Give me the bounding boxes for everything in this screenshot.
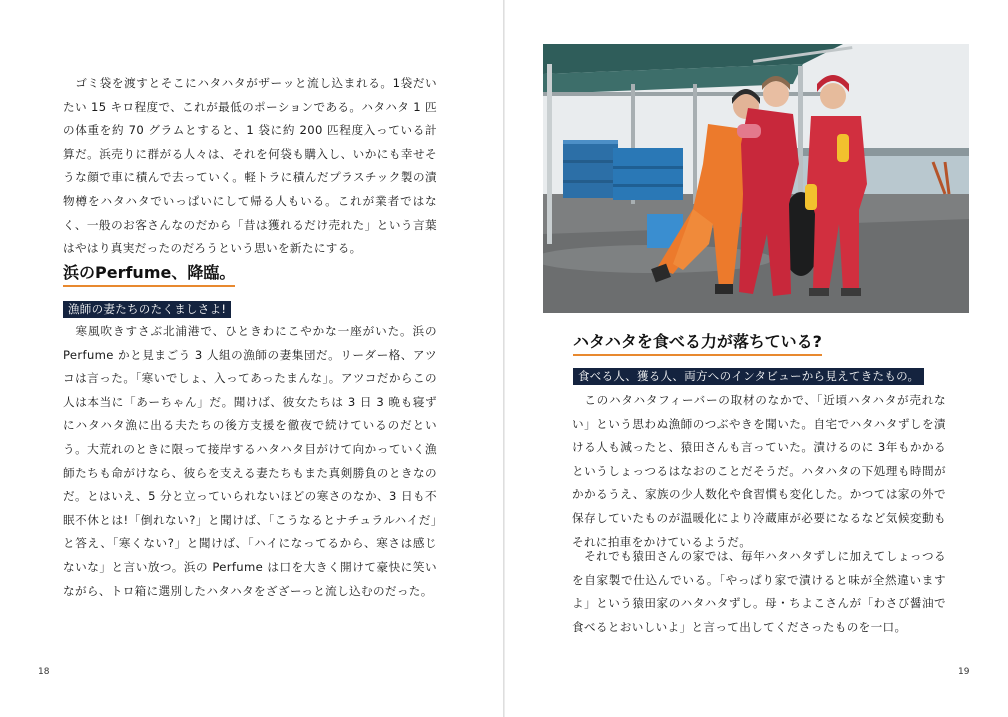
section-subheading: 漁師の妻たちのたくましさよ! bbox=[63, 301, 231, 318]
left-page bbox=[0, 0, 503, 717]
right-paragraph-1: このハタハタフィーバーの取材のなかで、「近頃ハタハタが売れない」という思わぬ漁師のつぶやきを聞いた。自宅でハタハタずしを漬ける人も減ったと、猿田さんも言っていた。漬けるのに 3年もかかるというしょっつるはなおのことだそうだ。ハタハタの下処理も時間がかかるうえ、家族の少人数化や食習慣も変化した。かつては家の外で保存していたものが温暖化により冷蔵庫が必要になるなど気候変動もそれに拍車をかけているようだ。 bbox=[572, 393, 946, 549]
right-paragraph-2: それでも猿田さんの家では、毎年ハタハタずしに加えてしょっつるを自家製で仕込んでいる。「やっぱり家で漬けると味が全然違いますよ」という猿田家のハタハタずし。母・ちよこさんが「わさび醤油で食べるとおいしいよ」と言って出してくださったものを一口。 bbox=[572, 549, 946, 634]
right-section-subheading: 食べる人、獲る人、両方へのインタビューから見えてきたもの。 bbox=[573, 368, 924, 385]
section-paragraph: 寒風吹きすさぶ北浦港で、ひときわにこやかな一座がいた。浜の Perfume かと見まごう 3 人組の漁師の妻集団だ。リーダー格、アツコは言った。「寒いでしょ、入ってあったまんな」。アツコだからこの人は本当に「あーちゃん」だ。聞けば、彼女たちは 3 日 3 晩も寝ずにハタハタ漁に出る夫たちの後方支援を徹夜で続けているのだという。大荒れのときに限って接岸するハタハタ目がけて向かっていく漁師たちも命がけなら、彼らを支える妻たちもまた真剣勝負のときなのだ。とはいえ、5 分と立っていられないほどの寒さのなか、3 日も不眠不休とは!「倒れない?」と聞けば、「こうなるとナチュラルハイだ」と答え、「寒くない?」と聞けば、「ハイになってるから、寒さは感じないな」と言い放つ。浜の Perfume は口を大きく開けて豪快に笑いながら、トロ箱に選別したハタハタをざざーっと流し込むのだった。 bbox=[63, 324, 437, 598]
section-heading: 浜のPerfume、降臨。 bbox=[63, 262, 235, 287]
harbor-photo bbox=[543, 44, 969, 313]
right-section-heading: ハタハタを食べる力が落ちている? bbox=[573, 331, 822, 356]
page-number-left: 18 bbox=[38, 667, 50, 677]
intro-paragraph: ゴミ袋を渡すとそこにハタハタがザーッと流し込まれる。1袋だいたい 15 キロ程度で、これが最低のポーションである。ハタハタ 1 匹の体重を約 70 グラムとすると、1 袋に約 200 匹程度入っている計算だ。浜売りに群がる人々は、それを何袋も購入し、いかにも幸せそうな顔で車に積んで去っていく。軽トラに積んだプラスチック製の漬物樽をハタハタでいっぱいにして帰る人もいる。これが業者ではなく、一般のお客さんなのだから「昔は獲れるだけ売れた」という言葉はやはり真実だったのだろうという思いを新たにする。 bbox=[63, 76, 437, 256]
page-number-right: 19 bbox=[958, 667, 970, 677]
harbor-photo-illustration bbox=[543, 44, 969, 313]
